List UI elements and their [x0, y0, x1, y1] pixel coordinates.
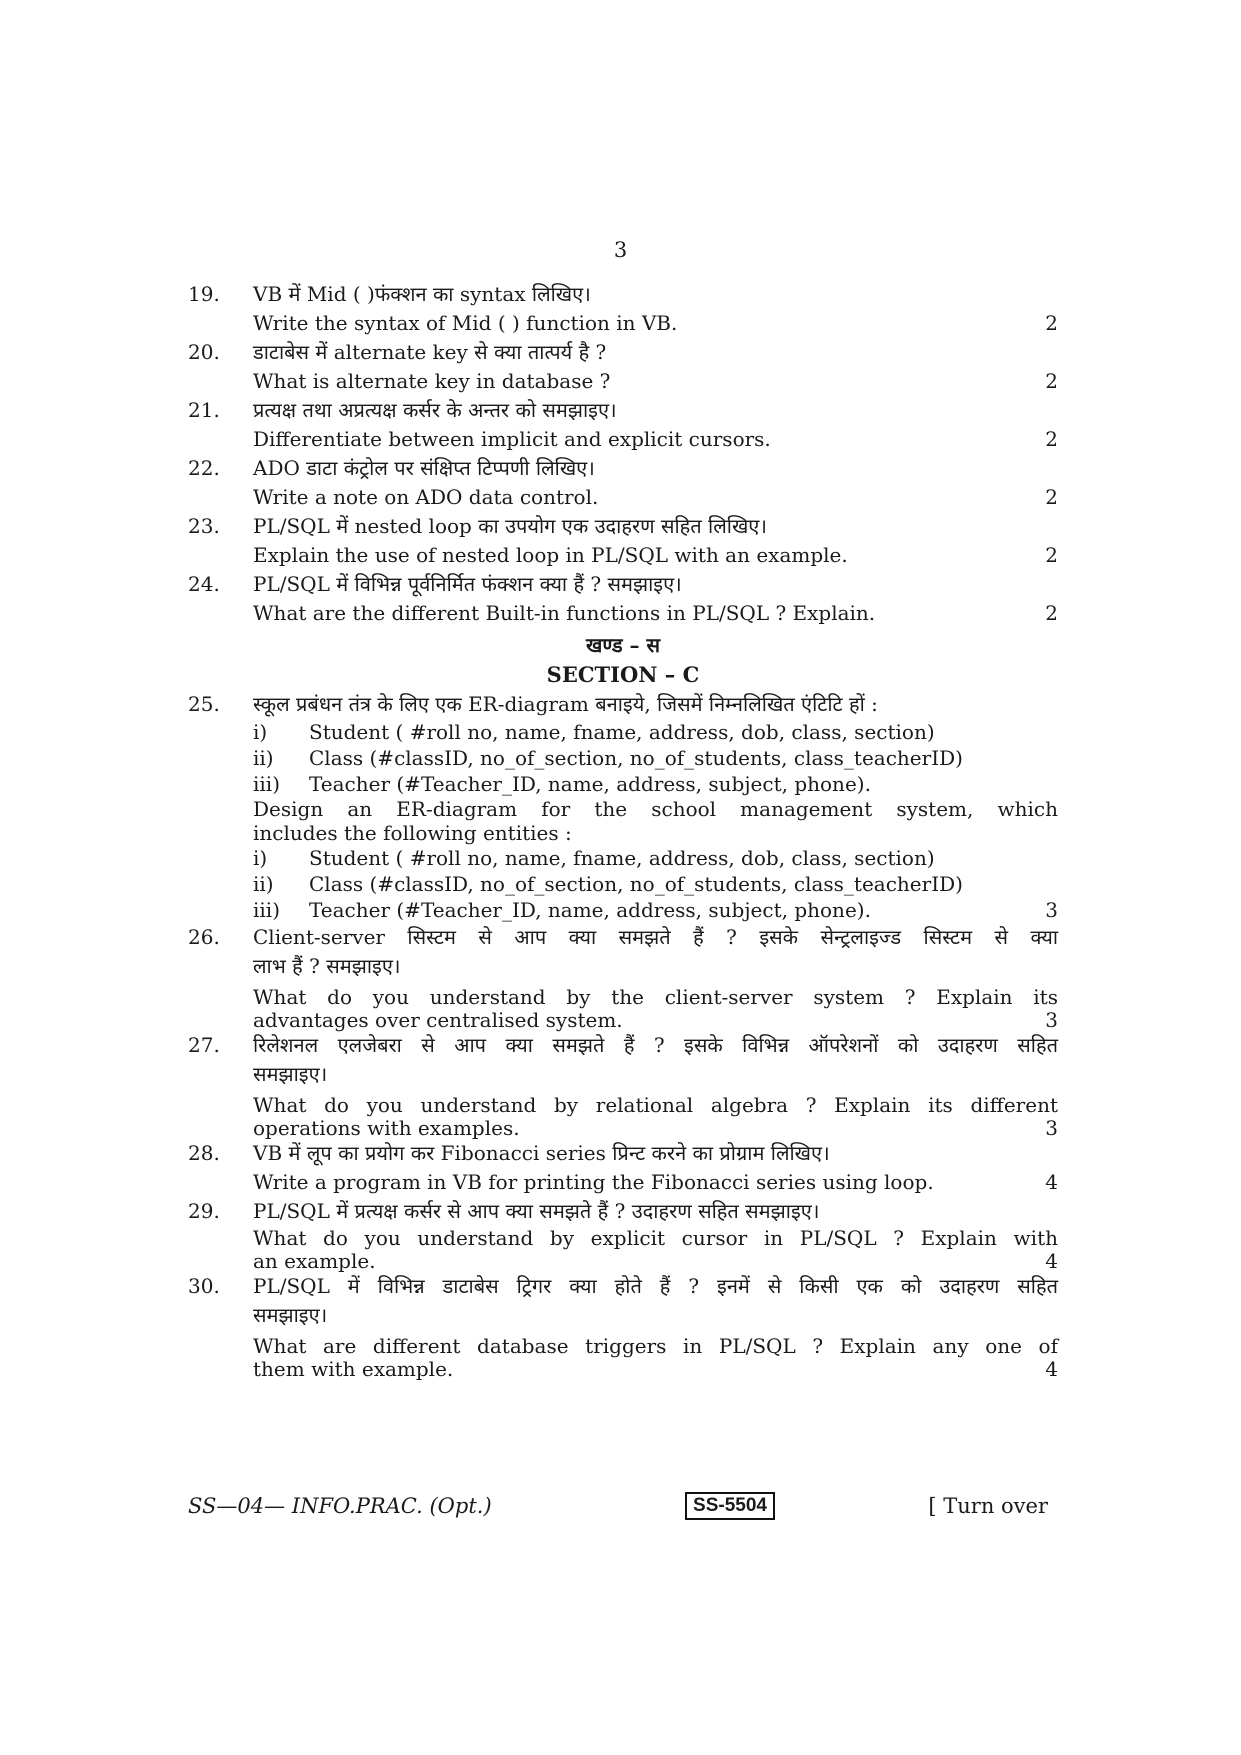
- question-27: [188, 1031, 1058, 1139]
- question-text-english: What do you understand by the client-server system ? Explain its: [253, 985, 1058, 1009]
- question-text-english: operations with examples.: [253, 1116, 520, 1140]
- entity-item: [253, 897, 871, 923]
- question-24: [188, 570, 1058, 628]
- question-20: [188, 338, 1058, 396]
- page-number: 3: [613, 238, 628, 262]
- question-marks: 3: [1045, 1008, 1058, 1032]
- exam-code-badge: SS-5504: [685, 1492, 775, 1520]
- question-text-hindi: स्कूल प्रबंधन तंत्र के लिए एक ER-diagram बनाइये, जिसमें निम्नलिखित एंटिटि हों :: [253, 692, 878, 716]
- question-list: [188, 280, 1058, 1380]
- entity-item-number: iii): [253, 772, 280, 796]
- question-text-hindi: PL/SQL में विभिन्न पूर्वनिर्मित फंक्शन क्या हैं ? समझाइए।: [253, 572, 682, 596]
- question-23: [188, 512, 1058, 570]
- question-text-hindi: Client-server सिस्टम से आप क्या समझते हैं ? इसके सेन्ट्रलाइज्ड सिस्टम से क्या: [253, 925, 1058, 949]
- question-text-hindi: प्रत्यक्ष तथा अप्रत्यक्ष कर्सर के अन्तर को समझाइए।: [253, 398, 617, 422]
- entity-item-text: Class (#classID, no_of_section, no_of_students, class_teacherID): [309, 746, 963, 770]
- question-text-english: What do you understand by relational algebra ? Explain its different: [253, 1093, 1058, 1117]
- question-number: 24.: [188, 572, 220, 596]
- question-29: [188, 1197, 1058, 1272]
- question-text-english: What is alternate key in database ?: [253, 369, 611, 393]
- question-number: 27.: [188, 1033, 220, 1057]
- question-19: [188, 280, 1058, 338]
- question-marks: 4: [1045, 1249, 1058, 1273]
- entity-item-text: Teacher (#Teacher_ID, name, address, subject, phone).: [309, 772, 871, 796]
- question-text-hindi: PL/SQL में प्रत्यक्ष कर्सर से आप क्या समझते हैं ? उदाहरण सहित समझाइए।: [253, 1199, 820, 1223]
- question-text-english: What do you understand by explicit cursor in PL/SQL ? Explain with: [253, 1226, 1058, 1250]
- question-number: 26.: [188, 925, 220, 949]
- question-number: 19.: [188, 282, 220, 306]
- question-number: 23.: [188, 514, 220, 538]
- question-marks: 2: [1045, 427, 1058, 451]
- turn-over-note: [ Turn over: [928, 1494, 1048, 1518]
- section-heading-hindi: खण्ड – स: [585, 633, 660, 657]
- question-number: 28.: [188, 1141, 220, 1165]
- question-text-hindi: रिलेशनल एलजेबरा से आप क्या समझते हैं ? इसके विभिन्न ऑपरेशनों को उदाहरण सहित: [253, 1033, 1058, 1057]
- question-text-english: Write the syntax of Mid ( ) function in VB.: [253, 311, 678, 335]
- question-text-english: What are different database triggers in PL/SQL ? Explain any one of: [253, 1334, 1058, 1358]
- entity-item: [253, 745, 1058, 771]
- question-text-english: includes the following entities :: [253, 821, 572, 845]
- entity-item: [253, 871, 1058, 897]
- question-marks: 4: [1045, 1357, 1058, 1381]
- entity-item-text: Student ( #roll no, name, fname, address, dob, class, section): [309, 846, 935, 870]
- question-marks: 2: [1045, 485, 1058, 509]
- entity-item-number: i): [253, 846, 268, 870]
- entity-item-number: ii): [253, 746, 274, 770]
- question-text-hindi: लाभ हैं ? समझाइए।: [253, 954, 401, 978]
- section-heading-english: SECTION – C: [546, 662, 700, 687]
- question-text-english: What are the different Built-in functions in PL/SQL ? Explain.: [253, 601, 876, 625]
- question-text-english: Differentiate between implicit and explicit cursors.: [253, 427, 771, 451]
- question-26: [188, 923, 1058, 1031]
- entity-item-text: Class (#classID, no_of_section, no_of_students, class_teacherID): [309, 872, 963, 896]
- question-text-hindi: PL/SQL में nested loop का उपयोग एक उदाहरण सहित लिखिए।: [253, 514, 767, 538]
- question-text-hindi: समझाइए।: [253, 1062, 328, 1086]
- page-footer: [188, 1492, 1048, 1520]
- question-number: 22.: [188, 456, 220, 480]
- question-text-hindi: समझाइए।: [253, 1303, 328, 1327]
- question-28: [188, 1139, 1058, 1197]
- entity-item-text: Student ( #roll no, name, fname, address, dob, class, section): [309, 720, 935, 744]
- question-marks: 2: [1045, 601, 1058, 625]
- question-number: 25.: [188, 692, 220, 716]
- entity-item: [253, 845, 1058, 871]
- question-text-english: advantages over centralised system.: [253, 1008, 623, 1032]
- question-text-english: Explain the use of nested loop in PL/SQL with an example.: [253, 543, 848, 567]
- question-text-hindi: VB में लूप का प्रयोग कर Fibonacci series प्रिन्ट करने का प्रोग्राम लिखिए।: [253, 1141, 830, 1165]
- question-text-hindi: VB में Mid ( )फंक्शन का syntax लिखिए।: [253, 282, 591, 306]
- question-text-hindi: PL/SQL में विभिन्न डाटाबेस ट्रिगर क्या होते हैं ? इनमें से किसी एक को उदाहरण सहित: [253, 1274, 1058, 1298]
- entity-item-text: Teacher (#Teacher_ID, name, address, subject, phone).: [309, 898, 871, 922]
- question-22: [188, 454, 1058, 512]
- question-text-english: Design an ER-diagram for the school management system, which: [253, 797, 1058, 821]
- entity-item: [253, 771, 1058, 797]
- entity-item: [253, 719, 1058, 745]
- paper-code: SS—04— INFO.PRAC. (Opt.): [188, 1494, 492, 1518]
- question-number: 21.: [188, 398, 220, 422]
- question-marks: 3: [1045, 898, 1058, 922]
- question-30: [188, 1272, 1058, 1380]
- question-text-hindi: डाटाबेस में alternate key से क्या तात्पर्य है ?: [253, 340, 607, 364]
- question-text-hindi: ADO डाटा कंट्रोल पर संक्षिप्त टिप्पणी लिखिए।: [253, 456, 595, 480]
- question-number: 30.: [188, 1274, 220, 1298]
- question-text-english: Write a program in VB for printing the Fibonacci series using loop.: [253, 1170, 934, 1194]
- question-marks: 4: [1045, 1170, 1058, 1194]
- question-marks: 3: [1045, 1116, 1058, 1140]
- question-marks: 2: [1045, 543, 1058, 567]
- question-text-english: an example.: [253, 1249, 376, 1273]
- question-number: 29.: [188, 1199, 220, 1223]
- question-text-english: them with example.: [253, 1357, 454, 1381]
- entity-item-number: iii): [253, 898, 280, 922]
- question-25: [188, 690, 1058, 923]
- question-marks: 2: [1045, 311, 1058, 335]
- question-text-english: Write a note on ADO data control.: [253, 485, 599, 509]
- question-marks: 2: [1045, 369, 1058, 393]
- question-number: 20.: [188, 340, 220, 364]
- question-21: [188, 396, 1058, 454]
- entity-item-number: ii): [253, 872, 274, 896]
- entity-item-number: i): [253, 720, 268, 744]
